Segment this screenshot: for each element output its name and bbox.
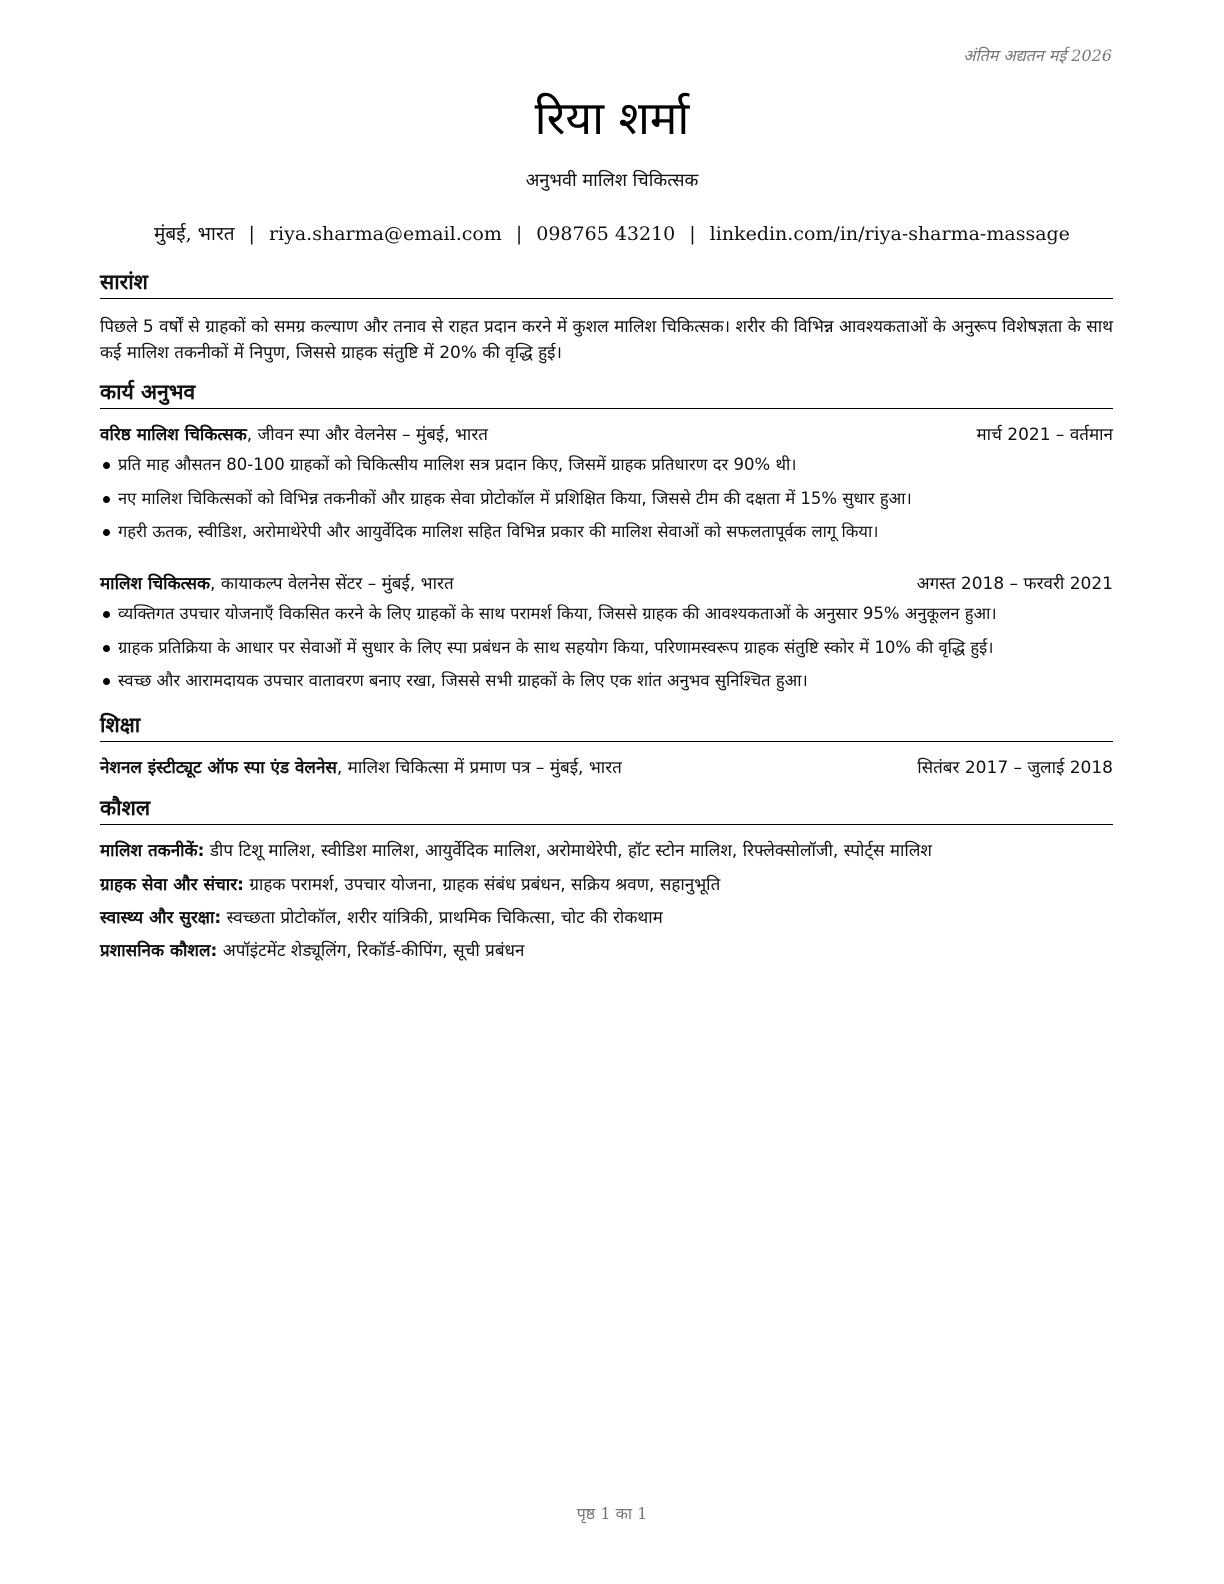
skill-label: प्रशासनिक कौशल:	[100, 941, 218, 961]
section-title-education: शिक्षा	[100, 711, 1113, 742]
contact-separator: |	[689, 223, 696, 245]
job-subtitle: अनुभवी मालिश चिकित्सक	[525, 170, 699, 191]
person-name: रिया शर्मा	[534, 91, 690, 145]
list-item	[100, 635, 1113, 669]
contact-separator: |	[248, 223, 255, 245]
section-title-summary: सारांश	[100, 268, 1113, 299]
bullet-icon	[103, 529, 110, 536]
last-updated: अंतिम अद्यतन मई 2026	[963, 46, 1112, 65]
bullet-icon	[103, 462, 110, 469]
job-title: मालिश चिकित्सक	[100, 574, 211, 594]
contact-email[interactable]: riya.sharma@email.com	[268, 223, 502, 245]
job-heading	[100, 571, 1113, 597]
skill-value: ग्राहक परामर्श, उपचार योजना, ग्राहक संबंध प्रबंधन, सक्रिय श्रवण, सहानुभूति	[243, 875, 721, 895]
job-role-line	[100, 422, 488, 448]
skill-line	[100, 905, 1113, 931]
education-entry	[100, 755, 1113, 781]
job-bullets	[100, 601, 1113, 702]
school-name: नेशनल इंस्टीट्यूट ऑफ स्पा एंड वेलनेस	[100, 758, 337, 778]
bullet-text: प्रति माह औसतन 80-100 ग्राहकों को चिकित्सीय मालिश सत्र प्रदान किए, जिसमें ग्राहक प्रतिधारण दर 90% थी।	[118, 455, 797, 474]
skill-line	[100, 872, 1113, 898]
skill-line	[100, 938, 1113, 964]
bullet-icon	[103, 496, 110, 503]
skill-label: मालिश तकनीकें:	[100, 841, 205, 861]
education-detail: , मालिश चिकित्सा में प्रमाण पत्र – मुंबई, भारत	[336, 758, 622, 778]
bullet-text: स्वच्छ और आरामदायक उपचार वातावरण बनाए रखा, जिससे सभी ग्राहकों के लिए एक शांत अनुभव सुनिश्चित हुआ।	[118, 671, 808, 690]
contact-separator: |	[515, 223, 523, 245]
section-title-skills: कौशल	[100, 794, 1113, 825]
job-role-line	[100, 571, 454, 597]
job-org: , कायाकल्प वेलनेस सेंटर – मुंबई, भारत	[210, 574, 454, 594]
skill-value: स्वच्छता प्रोटोकॉल, शरीर यांत्रिकी, प्राथमिक चिकित्सा, चोट की रोकथाम	[221, 908, 663, 928]
skill-label: ग्राहक सेवा और संचार:	[100, 875, 244, 895]
bullet-text: नए मालिश चिकित्सकों को विभिन्न तकनीकों और ग्राहक सेवा प्रोटोकॉल में प्रशिक्षित किया, जिससे टीम की दक्षता में 15% सुधार हुआ।	[118, 488, 912, 508]
section-title-experience: कार्य अनुभव	[100, 378, 1113, 409]
contact-line	[0, 220, 1224, 246]
bullet-text: गहरी ऊतक, स्वीडिश, अरोमाथेरेपी और आयुर्वेदिक मालिश सहित विभिन्न प्रकार की मालिश सेवाओं को सफलतापूर्वक लागू किया।	[118, 522, 879, 541]
job-heading	[100, 422, 1113, 448]
bullet-text: ग्राहक प्रतिक्रिया के आधार पर सेवाओं में सुधार के लिए स्पा प्रबंधन के साथ सहयोग किया, परिणामस्वरूप ग्राहक संतुष्टि स्कोर में 10% की वृद्धि हुई।	[118, 637, 994, 657]
bullet-icon	[103, 611, 110, 618]
bullet-icon	[103, 645, 110, 652]
contact-linkedin[interactable]: linkedin.com/in/riya-sharma-massage	[709, 223, 1070, 245]
page-number: पृष्ठ 1 का 1	[576, 1504, 648, 1523]
skill-value: अपॉइंटमेंट शेड्यूलिंग, रिकॉर्ड-कीपिंग, सूची प्रबंधन	[217, 941, 525, 961]
skill-label: स्वास्थ्य और सुरक्षा:	[100, 908, 222, 928]
list-item	[100, 519, 1113, 553]
bullet-text: व्यक्तिगत उपचार योजनाएँ विकसित करने के लिए ग्राहकों के साथ परामर्श किया, जिससे ग्राहक की आवश्यकताओं के अनुसार 95% अनुकूलन हुआ।	[118, 604, 997, 623]
skill-line	[100, 838, 1113, 864]
contact-location: मुंबई, भारत	[154, 223, 235, 245]
job-dates: मार्च 2021 – वर्तमान	[976, 425, 1113, 445]
list-item	[100, 452, 1113, 486]
job-title: वरिष्ठ मालिश चिकित्सक	[100, 425, 247, 445]
contact-phone: 098765 43210	[536, 223, 676, 245]
list-item	[100, 668, 1113, 702]
skill-value: डीप टिशू मालिश, स्वीडिश मालिश, आयुर्वेदिक मालिश, अरोमाथेरेपी, हॉट स्टोन मालिश, रिफ्लेक्सोलॉजी, स्पोर्ट्स मालिश	[204, 841, 932, 861]
bullet-icon	[103, 678, 110, 685]
list-item	[100, 486, 1113, 520]
education-dates: सितंबर 2017 – जुलाई 2018	[917, 758, 1113, 778]
job-dates: अगस्त 2018 – फरवरी 2021	[916, 574, 1113, 594]
summary-text: पिछले 5 वर्षों से ग्राहकों को समग्र कल्याण और तनाव से राहत प्रदान करने में कुशल मालिश चिकित्सक। शरीर की विभिन्न आवश्यकताओं के अनुरूप विशेषज्ञता के साथ कई मालिश तकनीकों में निपुण, जिससे ग्राहक संतुष्टि में 20% की वृद्धि हुई।	[100, 317, 1113, 363]
education-line	[100, 755, 622, 781]
job-org: , जीवन स्पा और वेलनेस – मुंबई, भारत	[246, 425, 488, 445]
job-bullets	[100, 452, 1113, 553]
list-item	[100, 601, 1113, 635]
